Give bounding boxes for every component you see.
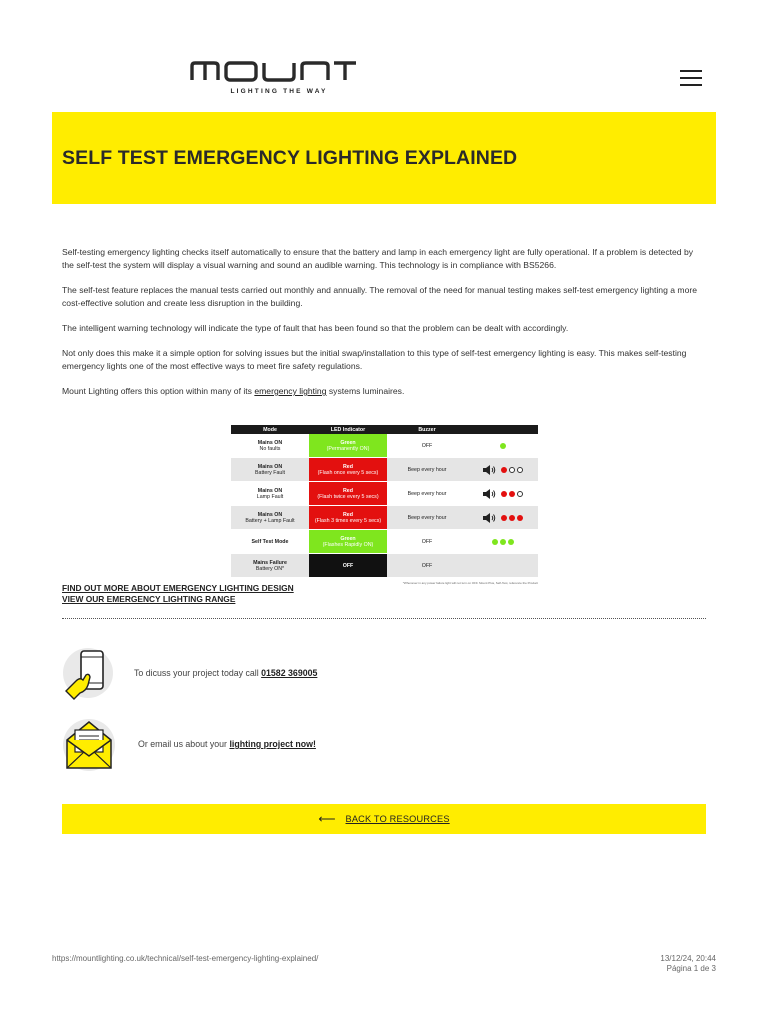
back-to-resources-label: BACK TO RESOURCES [345,814,450,824]
speaker-icon [483,513,496,523]
mode-cell: Mains ON Lamp Fault [231,482,309,506]
brand-wordmark [190,60,360,82]
phone-contact-text: To dicuss your project today call 01582 369005 [134,668,318,678]
mode-cell: Mains ON Battery Fault [231,458,309,482]
page-title: SELF TEST EMERGENCY LIGHTING EXPLAINED [62,147,518,169]
paragraph-offer: Mount Lighting offers this option within many of its emergency lighting systems luminaires. [62,386,405,396]
table-row [231,482,538,506]
indicator-icons-cell [467,482,538,506]
footer-meta [660,954,716,974]
buzzer-cell: Beep every hour [387,482,467,506]
mode-cell: Mains ON Battery + Lamp Fault [231,506,309,530]
led-cell: Red (Flash twice every 5 secs) [309,482,387,506]
green-led-icon [500,443,506,449]
brand-tagline: LIGHTING THE WAY [230,88,328,95]
buzzer-cell: OFF [387,434,467,458]
paragraph-installation: Not only does this make it a simple option for solving issues but the initial swap/installation to this type of self-test emergency lighting is easy. This makes self-testing emergency lights one of the most effective ways to meet fire safety regulations. [62,348,687,371]
buzzer-cell: OFF [387,530,467,554]
indicator-icons-cell [467,434,538,458]
led-cell: Green (Permanently ON) [309,434,387,458]
brand-logo[interactable] [190,60,360,95]
emergency-lighting-design-link[interactable]: FIND OUT MORE ABOUT EMERGENCY LIGHTING DESIGN [62,583,294,593]
red-led-icon [509,491,515,497]
header-led-indicator: LED Indicator [309,425,387,434]
email-contact-text: Or email us about your lighting project now! [138,739,316,749]
speaker-icon [483,489,496,499]
red-led-icon [501,467,507,473]
led-cell: Red (Flash 3 times every 5 secs) [309,506,387,530]
arrow-left-icon: ⟵ [318,812,336,826]
footer-page-number: Página 1 de 3 [666,964,716,973]
table-header-row [231,425,538,434]
back-to-resources-button[interactable] [62,804,706,834]
emergency-lighting-range-link[interactable]: VIEW OUR EMERGENCY LIGHTING RANGE [62,594,236,604]
lighting-project-email-link[interactable]: lighting project now! [229,739,316,749]
off-led-icon [509,467,515,473]
section-divider [62,618,706,619]
red-led-icon [517,515,523,521]
led-cell: Green (Flashes Rapidly ON) [309,530,387,554]
header-indicator-icons [467,425,538,434]
phone-hand-icon [62,645,114,706]
led-indicator-table [231,425,538,585]
indicator-icons-cell [467,458,538,482]
envelope-icon [62,716,116,779]
hamburger-menu-icon[interactable] [680,70,702,88]
buzzer-cell: OFF [387,554,467,578]
red-led-icon [509,515,515,521]
green-led-icon [508,539,514,545]
table-row [231,458,538,482]
resource-links [62,583,294,605]
paragraph-warning: The intelligent warning technology will indicate the type of fault that has been found so that the problem can be dealt with accordingly. [62,323,569,333]
buzzer-cell: Beep every hour [387,458,467,482]
header-buzzer: Buzzer [387,425,467,434]
off-led-icon [517,467,523,473]
indicator-icons-cell [467,506,538,530]
footer-url: https://mountlighting.co.uk/technical/self-test-emergency-lighting-explained/ [52,954,319,963]
indicator-icons-cell [467,530,538,554]
paragraph-intro: Self-testing emergency lighting checks itself automatically to ensure that the battery and lamp in each emergency light are fully operational. If a problem is detected by the self-test the system will display a visual warning and sound an audible warning. This technology is in compliance with BS5266. [62,247,694,270]
off-led-icon [517,491,523,497]
indicator-icons-cell [467,554,538,578]
led-cell: Red (Flash once every 5 secs) [309,458,387,482]
table-row [231,554,538,578]
table-row [231,506,538,530]
led-cell: OFF [309,554,387,578]
article-body [62,246,702,410]
red-led-icon [501,515,507,521]
paragraph-manual-tests: The self-test feature replaces the manual tests carried out monthly and annually. The removal of the need for manual testing makes self-test emergency lighting a more cost-effective solution and create less disruption in the building. [62,285,697,308]
footer-datetime: 13/12/24, 20:44 [660,954,716,963]
mode-cell: Mains Failure Battery ON* [231,554,309,578]
table-row [231,434,538,458]
red-led-icon [501,491,507,497]
green-led-icon [500,539,506,545]
table-row [231,530,538,554]
emergency-lighting-link[interactable]: emergency lighting [254,386,327,396]
speaker-icon [483,465,496,475]
mode-cell: Self Test Mode [231,530,309,554]
phone-number-link[interactable]: 01582 369005 [261,668,318,678]
header-mode: Mode [231,425,309,434]
hero-banner [52,112,716,204]
green-led-icon [492,539,498,545]
table-footnote: *Whenever in any power failure light will not turn on OFF. Mount Plus, Self-Test, reference the Product [402,581,538,585]
mode-cell: Mains ON No faults [231,434,309,458]
buzzer-cell: Beep every hour [387,506,467,530]
